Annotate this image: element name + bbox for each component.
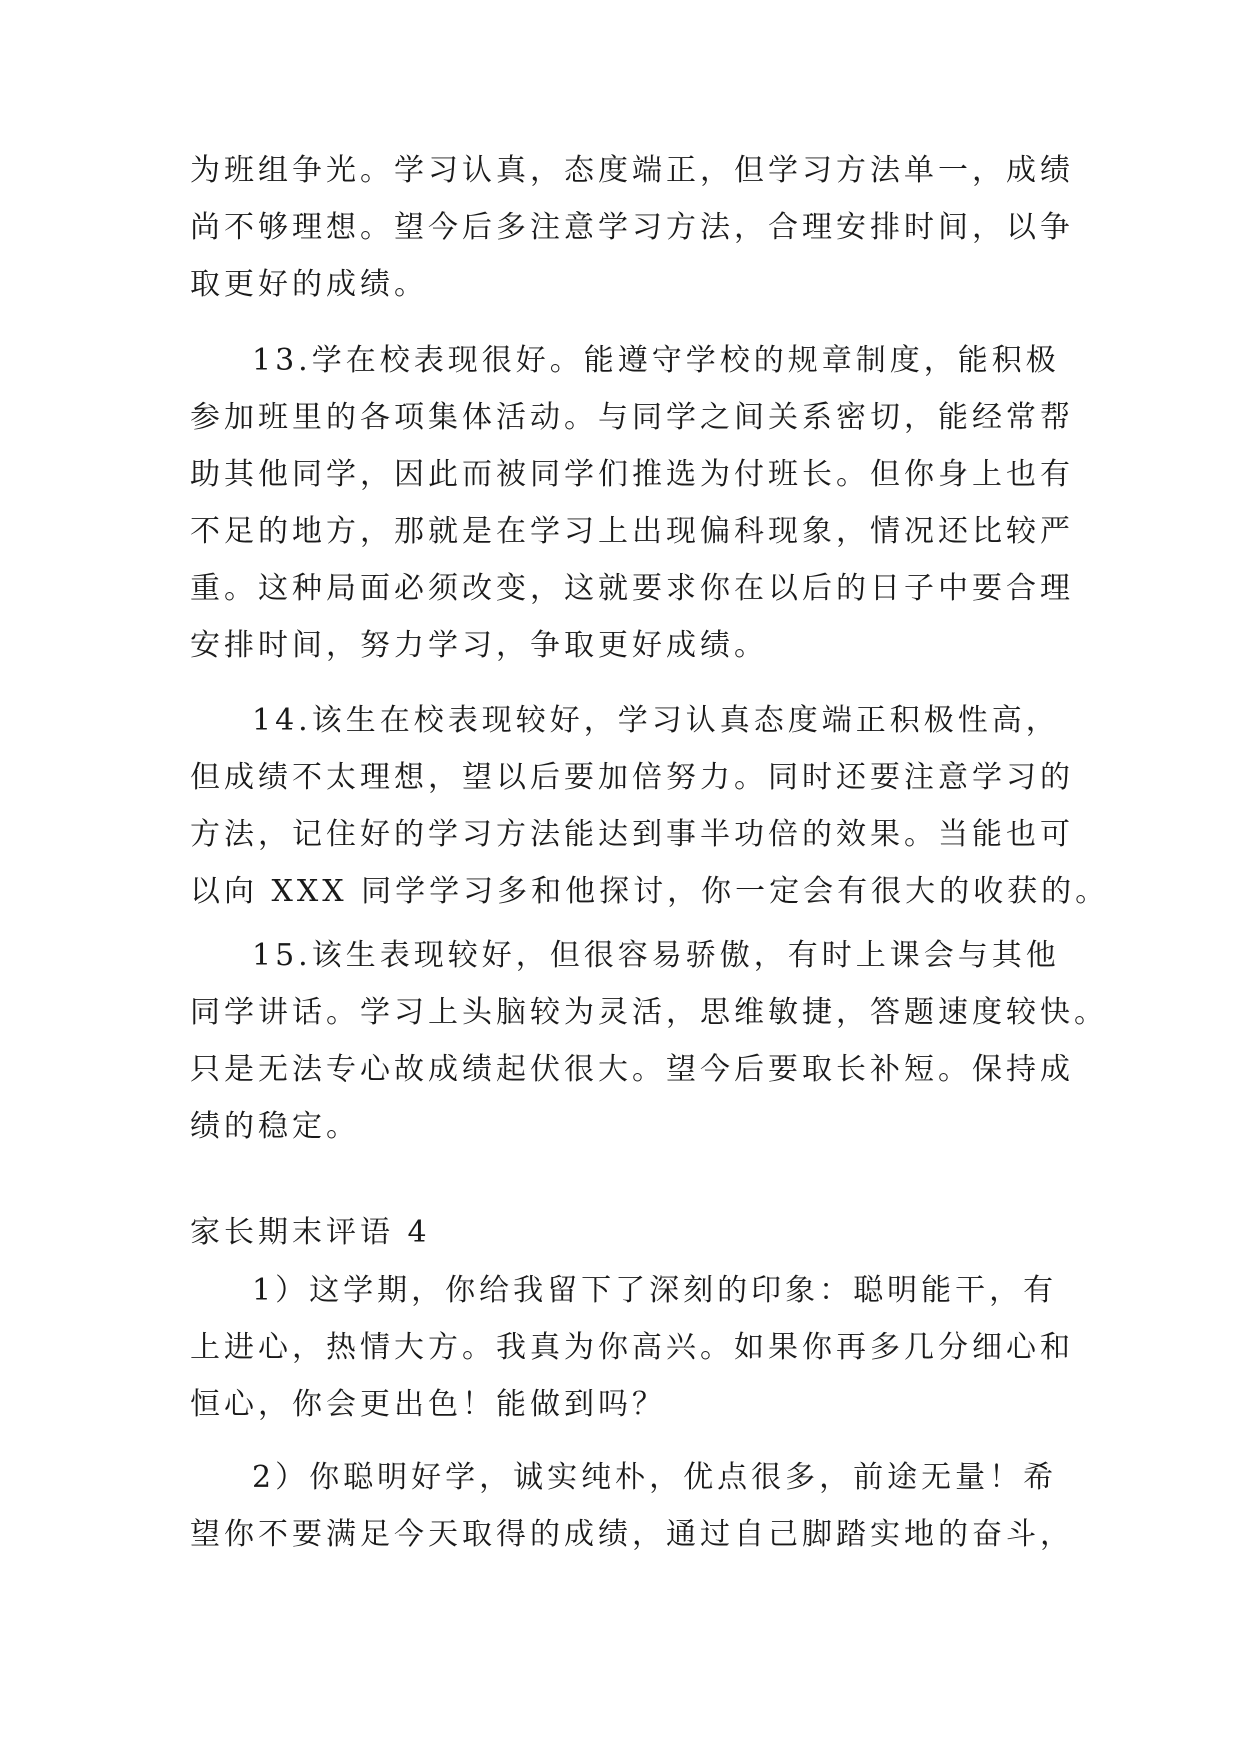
text-line: 只是无法专心故成绩起伏很大。望今后要取长补短。保持成 [190, 1052, 1074, 1087]
text-line: 助其他同学，因此而被同学们推选为付班长。但你身上也有 [190, 457, 1074, 492]
text-line: 重。这种局面必须改变，这就要求你在以后的日子中要合理 [190, 571, 1074, 606]
item-2-first-line: 2）你聪明好学，诚实纯朴，优点很多，前途无量！希 [252, 1460, 1058, 1495]
text-line: 恒心，你会更出色！能做到吗？ [190, 1387, 666, 1422]
item-1-first-line: 1）这学期，你给我留下了深刻的印象：聪明能干，有 [252, 1273, 1058, 1308]
section-heading: 家长期末评语 4 [190, 1215, 431, 1250]
paragraph-13-first-line: 13.学在校表现很好。能遵守学校的规章制度，能积极 [252, 343, 1060, 378]
text-line: 望你不要满足今天取得的成绩，通过自己脚踏实地的奋斗， [190, 1517, 1074, 1552]
text-line: 不足的地方，那就是在学习上出现偏科现象，情况还比较严 [190, 514, 1074, 549]
text-line: 方法，记住好的学习方法能达到事半功倍的效果。当能也可 [190, 817, 1074, 852]
paragraph-14-first-line: 14.该生在校表现较好，学习认真态度端正积极性高， [252, 703, 1060, 738]
text-line: 上进心，热情大方。我真为你高兴。如果你再多几分细心和 [190, 1330, 1074, 1365]
text-line: 同学讲话。学习上头脑较为灵活，思维敏捷，答题速度较快。 [190, 995, 1108, 1030]
text-line: 尚不够理想。望今后多注意学习方法，合理安排时间，以争 [190, 210, 1074, 245]
text-line: 为班组争光。学习认真，态度端正，但学习方法单一，成绩 [190, 153, 1074, 188]
text-line: 但成绩不太理想，望以后要加倍努力。同时还要注意学习的 [190, 760, 1074, 795]
text-line: 以向 XXX 同学学习多和他探讨，你一定会有很大的收获的。 [190, 874, 1110, 909]
text-line: 参加班里的各项集体活动。与同学之间关系密切，能经常帮 [190, 400, 1074, 435]
text-line: 绩的稳定。 [190, 1109, 360, 1144]
text-line: 取更好的成绩。 [190, 267, 428, 302]
text-line: 安排时间，努力学习，争取更好成绩。 [190, 628, 768, 663]
paragraph-15-first-line: 15.该生表现较好，但很容易骄傲，有时上课会与其他 [252, 938, 1060, 973]
